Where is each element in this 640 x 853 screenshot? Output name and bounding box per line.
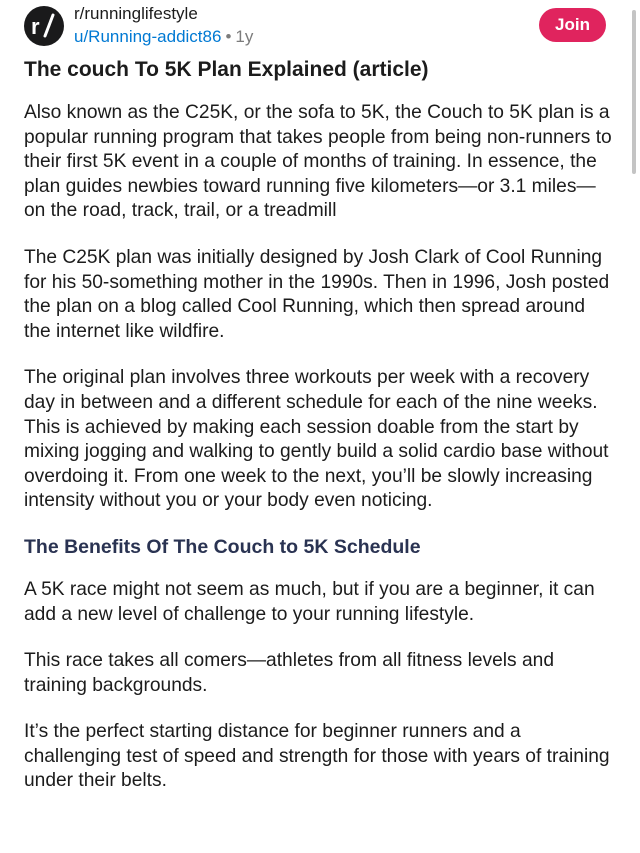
body-paragraph: It’s the perfect starting distance for beginner runners and a challenging test of speed and strength for those with years of training under their belts. [24, 721, 610, 792]
section-heading: The Benefits Of The Couch to 5K Schedule [24, 535, 421, 558]
post-header [24, 4, 616, 50]
body-paragraph: This race takes all comers—athletes from all fitness levels and training backgrounds. [24, 650, 554, 696]
join-button[interactable]: Join [539, 8, 606, 42]
post-age: 1y [235, 27, 254, 46]
body-paragraph: The original plan involves three workouts per week with a recovery day in between and a different schedule for each of the nine weeks. This is achieved by making each session doable from the start by mixing jogging and walking to gently build a solid cardio base without overdoing it. From one week to the next, you’ll be slowly increasing intensity without you or your body even noticing. [24, 367, 609, 512]
svg-text:r: r [31, 14, 40, 39]
post-meta [74, 4, 253, 48]
body-paragraph: A 5K race might not seem as much, but if you are a beginner, it can add a new level of challenge to your running lifestyle. [24, 578, 595, 625]
author-line [74, 26, 253, 48]
body-paragraph: Also known as the C25K, or the sofa to 5K, the Couch to 5K plan is a popular running program that takes people from being non-runners to their first 5K event in a couple of months of training. In essence, the plan guides newbies toward running five kilometers—or 3.1 miles—on the road, track, trail, or a treadmill [24, 102, 612, 222]
subreddit-avatar-icon[interactable] [24, 6, 64, 46]
author-username[interactable]: u/Running-addict86 [74, 27, 222, 46]
scrollbar[interactable] [632, 10, 636, 174]
reddit-community-icon [24, 6, 64, 46]
body-paragraph: The C25K plan was initially designed by Josh Clark of Cool Running for his 50-something mother in the 1990s. Then in 1996, Josh posted the plan on a blog called Cool Running, which then spread around the internet like wildfire. [24, 246, 610, 342]
subreddit-name[interactable]: r/runninglifestyle [74, 4, 198, 23]
post-body [24, 101, 616, 816]
post-title: The couch To 5K Plan Explained (article) [24, 58, 429, 81]
separator-dot: • [225, 27, 232, 46]
